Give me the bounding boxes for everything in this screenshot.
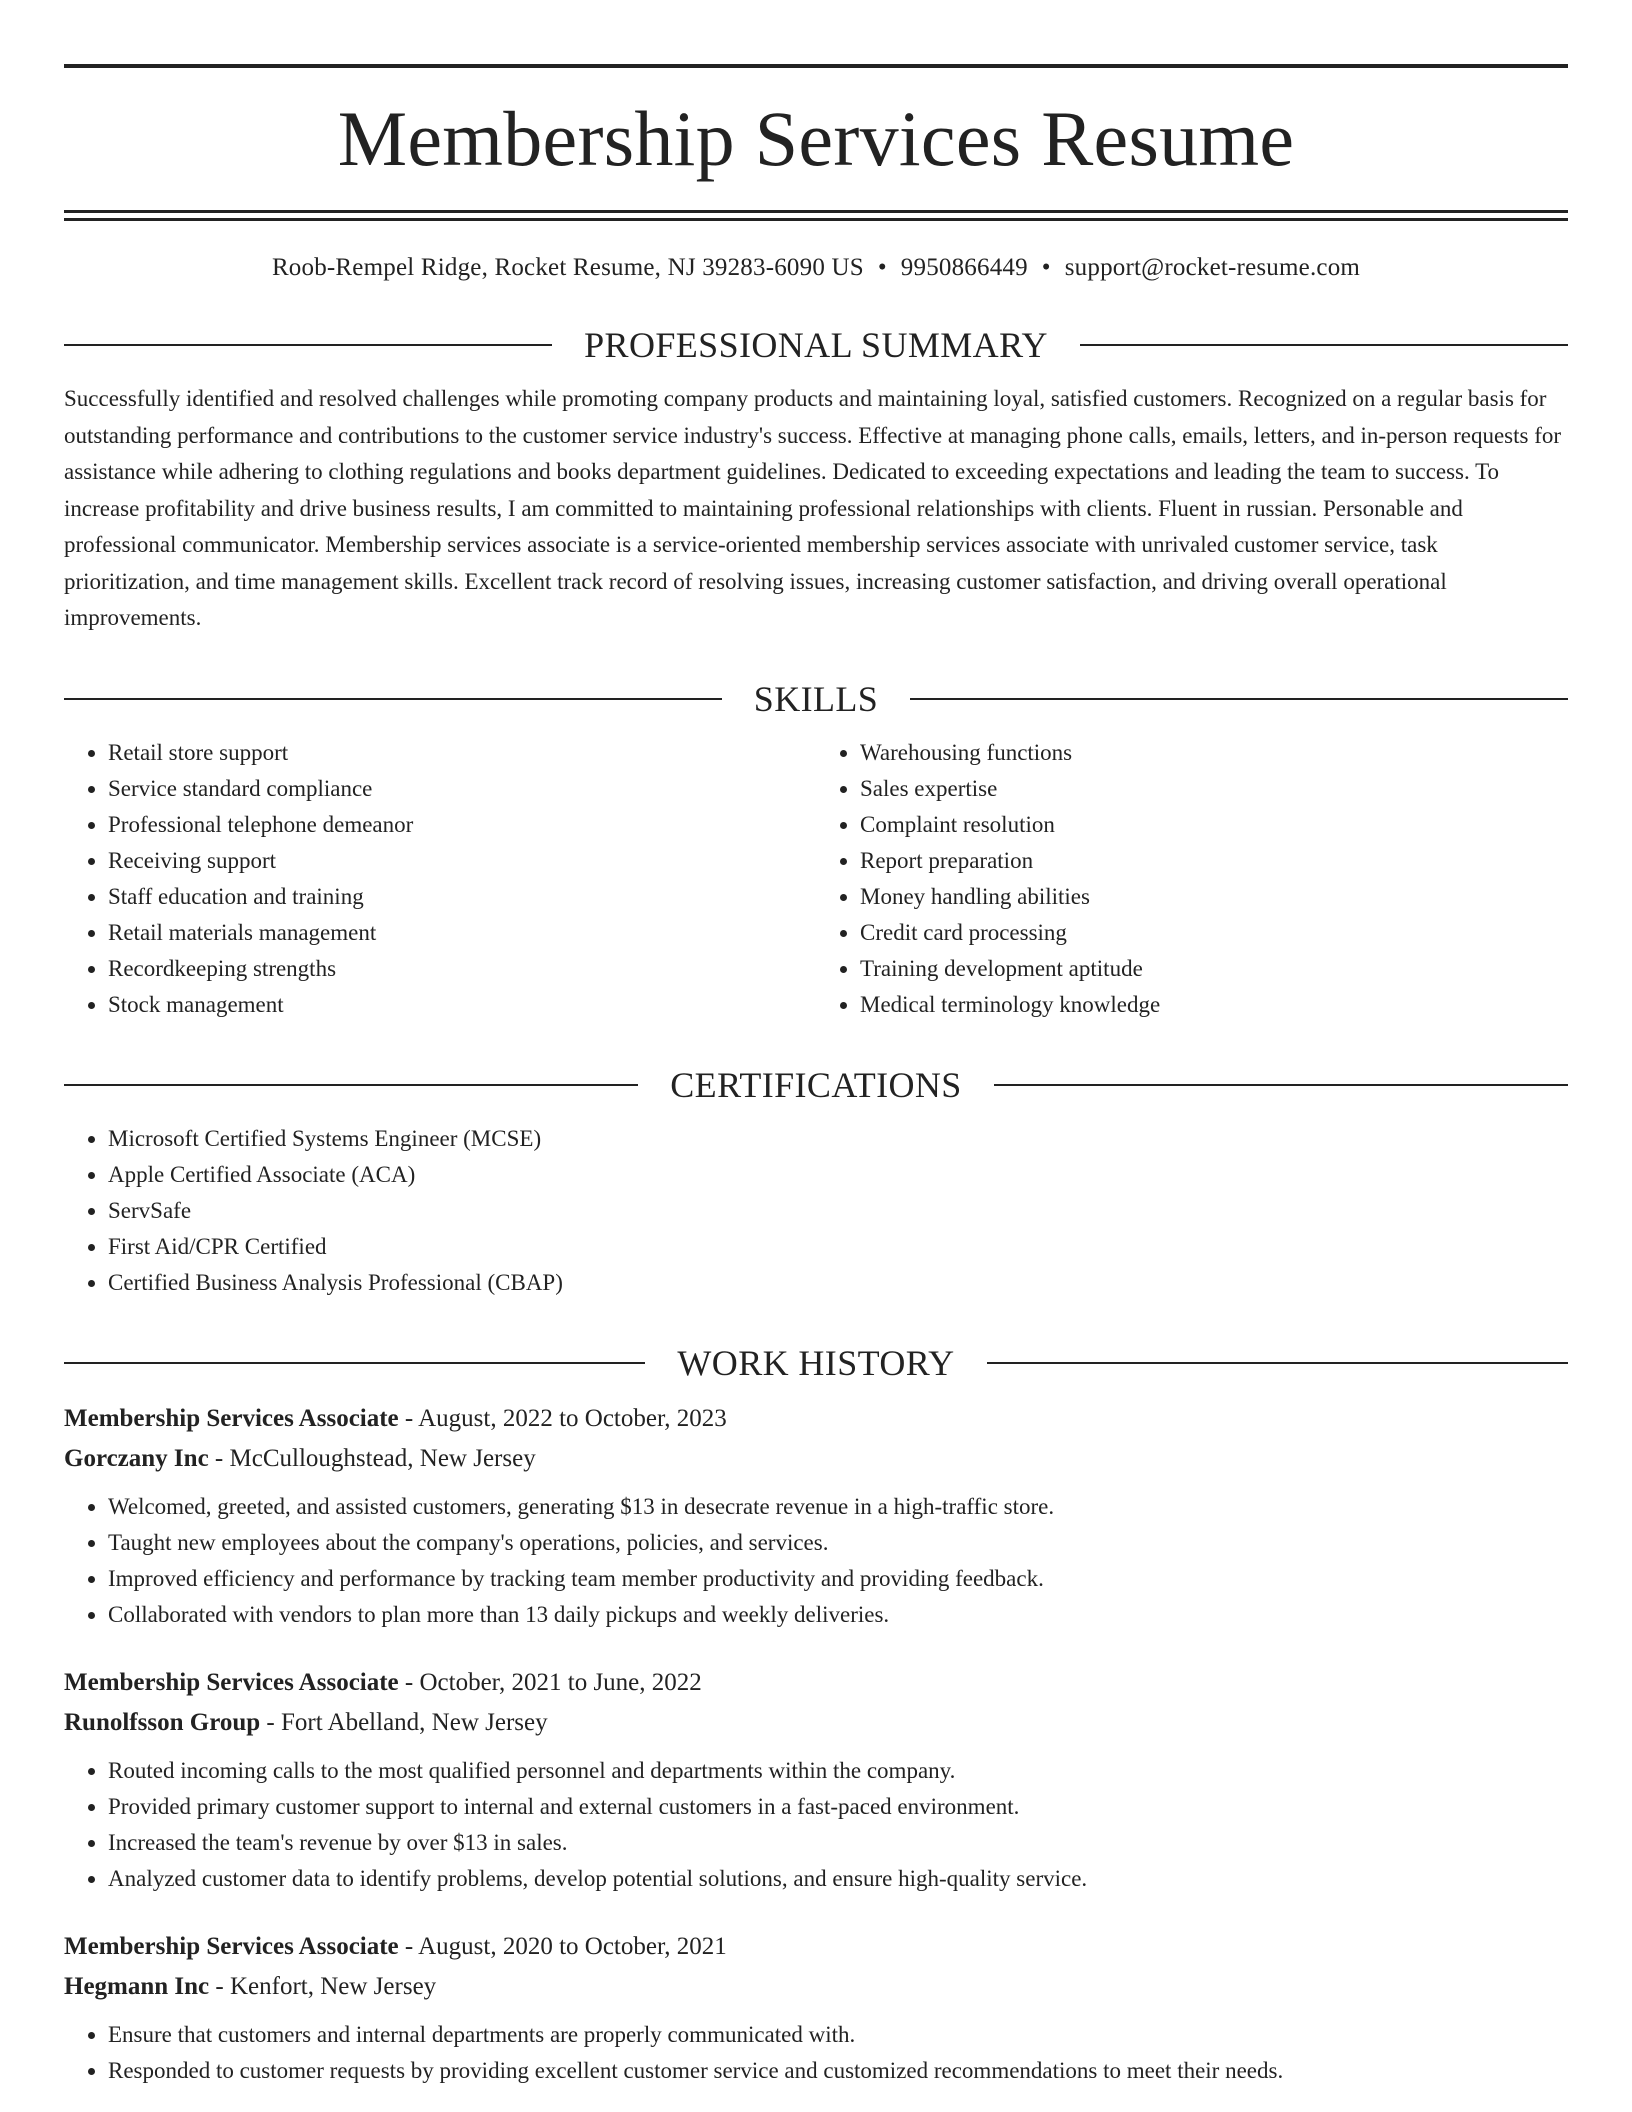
job-dates: August, 2020 to October, 2021 bbox=[418, 1932, 727, 1960]
job-bullet: • Ensure that customers and internal departments are properly communicated with. bbox=[108, 2017, 1568, 2053]
summary-section-header bbox=[64, 327, 1568, 363]
job-title: Membership Services Associate bbox=[64, 1668, 399, 1696]
certification-item: • Certified Business Analysis Professional (CBAP) bbox=[108, 1265, 1568, 1301]
divider bbox=[994, 1084, 1568, 1086]
job-entry bbox=[64, 1663, 1568, 1897]
job-location: Fort Abelland, New Jersey bbox=[280, 1708, 548, 1736]
skills-list-left bbox=[64, 735, 816, 1023]
job-bullet: • Provided primary customer support to internal and external customers in a fast-paced environment. bbox=[108, 1789, 1568, 1825]
skill-item: • Sales expertise bbox=[860, 771, 1568, 807]
skill-item: • Warehousing functions bbox=[860, 735, 1568, 771]
job-entry bbox=[64, 1927, 1568, 2089]
skill-item: • Money handling abilities bbox=[860, 879, 1568, 915]
job-bullet: • Collaborated with vendors to plan more than 13 daily pickups and weekly deliveries. bbox=[108, 1597, 1568, 1633]
skill-item: • Staff education and training bbox=[108, 879, 816, 915]
certification-item: • Apple Certified Associate (ACA) bbox=[108, 1157, 1568, 1193]
skill-item: • Complaint resolution bbox=[860, 807, 1568, 843]
skill-item: • Medical terminology knowledge bbox=[860, 987, 1568, 1023]
summary-text: Successfully identified and resolved challenges while promoting company products and maintaining loyal, satisfied customers. Recognized on a regular basis for outstanding performance and contributions to the customer service industry's success. Effective at managing phone calls, emails, letters, and in-person requests for assistance while adhering to clothing regulations and books department guidelines. Dedicated to exceeding expectations and leading the team to success. To increase profitability and drive business results, I am committed to maintaining professional relationships with clients. Fluent in russian. Personable and professional communicator. Membership services associate is a service-oriented membership services associate with unrivaled customer service, task prioritization, and time management skills. Excellent track record of resolving issues, increasing customer satisfaction, and driving overall operational improvements. bbox=[64, 386, 1562, 630]
job-title: Membership Services Associate bbox=[64, 1932, 399, 1960]
job-bullets bbox=[64, 2017, 1568, 2089]
job-title: Membership Services Associate bbox=[64, 1404, 399, 1432]
divider bbox=[987, 1362, 1568, 1364]
skill-item: • Receiving support bbox=[108, 843, 816, 879]
job-company: Gorczany Inc bbox=[64, 1444, 209, 1472]
skill-item: • Stock management bbox=[108, 987, 816, 1023]
summary-heading: PROFESSIONAL SUMMARY bbox=[584, 325, 1048, 365]
contact-phone: 9950866449 bbox=[900, 254, 1028, 281]
certifications-list bbox=[64, 1121, 1568, 1301]
skill-item: • Recordkeeping strengths bbox=[108, 951, 816, 987]
certifications-section-header bbox=[64, 1064, 1568, 1105]
job-bullet: • Analyzed customer data to identify problems, develop potential solutions, and ensure high-quality service. bbox=[108, 1861, 1568, 1897]
divider bbox=[64, 344, 552, 346]
skills-section-header bbox=[64, 678, 1568, 719]
top-rule bbox=[64, 64, 1568, 68]
divider bbox=[1080, 344, 1568, 346]
job-bullet: • Taught new employees about the company's operations, policies, and services. bbox=[108, 1525, 1568, 1561]
divider bbox=[64, 1084, 638, 1086]
job-dates: August, 2022 to October, 2023 bbox=[418, 1404, 727, 1432]
skill-item: • Professional telephone demeanor bbox=[108, 807, 816, 843]
work-history-heading: WORK HISTORY bbox=[677, 1342, 955, 1383]
job-location: McCulloughstead, New Jersey bbox=[229, 1444, 536, 1472]
certification-item: • Microsoft Certified Systems Engineer (MCSE) bbox=[108, 1121, 1568, 1157]
job-title-line: Membership Services Associate - August, 2022 to October, 2023 bbox=[64, 1404, 727, 1432]
job-title-line: Membership Services Associate - October, 2021 to June, 2022 bbox=[64, 1668, 702, 1696]
divider bbox=[64, 698, 722, 700]
job-bullets bbox=[64, 1753, 1568, 1897]
job-bullets bbox=[64, 1489, 1568, 1633]
job-title-line: Membership Services Associate - August, 2020 to October, 2021 bbox=[64, 1932, 727, 1960]
skill-item: • Training development aptitude bbox=[860, 951, 1568, 987]
contact-separator: • bbox=[877, 254, 887, 281]
job-bullet: • Responded to customer requests by providing excellent customer service and customized recommendations to meet their needs. bbox=[108, 2053, 1568, 2089]
contact-email: support@rocket-resume.com bbox=[1064, 254, 1361, 281]
divider bbox=[910, 698, 1568, 700]
contact-line bbox=[64, 253, 1568, 283]
job-company: Hegmann Inc bbox=[64, 1972, 210, 2000]
title-double-rule bbox=[64, 210, 1568, 221]
skills-list-right bbox=[816, 735, 1568, 1023]
page-title: Membership Services Resume bbox=[337, 95, 1295, 182]
skill-item: • Credit card processing bbox=[860, 915, 1568, 951]
skill-item: • Report preparation bbox=[860, 843, 1568, 879]
certification-item: • ServSafe bbox=[108, 1193, 1568, 1229]
divider bbox=[64, 1362, 645, 1364]
skills-column-right bbox=[816, 735, 1568, 1023]
skills-column-left bbox=[64, 735, 816, 1023]
job-company-line: Runolfsson Group - Fort Abelland, New Jersey bbox=[64, 1708, 548, 1736]
skills-grid bbox=[64, 735, 1568, 1023]
certifications-heading: CERTIFICATIONS bbox=[670, 1064, 962, 1105]
job-company-line: Gorczany Inc - McCulloughstead, New Jersey bbox=[64, 1444, 536, 1472]
job-location: Kenfort, New Jersey bbox=[229, 1972, 437, 2000]
job-bullet: • Routed incoming calls to the most qualified personnel and departments within the company. bbox=[108, 1753, 1568, 1789]
job-bullet: • Improved efficiency and performance by tracking team member productivity and providing feedback. bbox=[108, 1561, 1568, 1597]
work-history-section-header bbox=[64, 1342, 1568, 1383]
skill-item: • Retail store support bbox=[108, 735, 816, 771]
job-company-line: Hegmann Inc - Kenfort, New Jersey bbox=[64, 1972, 437, 2000]
skills-heading: SKILLS bbox=[753, 678, 879, 719]
job-dates: October, 2021 to June, 2022 bbox=[419, 1668, 702, 1696]
job-bullet: • Increased the team's revenue by over $13 in sales. bbox=[108, 1825, 1568, 1861]
job-bullet: • Welcomed, greeted, and assisted customers, generating $13 in desecrate revenue in a high-traffic store. bbox=[108, 1489, 1568, 1525]
certification-item: • First Aid/CPR Certified bbox=[108, 1229, 1568, 1265]
job-entry bbox=[64, 1399, 1568, 1633]
contact-separator: • bbox=[1041, 254, 1051, 281]
skill-item: • Retail materials management bbox=[108, 915, 816, 951]
contact-address: Roob-Rempel Ridge, Rocket Resume, NJ 39283-6090 US bbox=[271, 254, 864, 281]
job-company: Runolfsson Group bbox=[64, 1708, 261, 1736]
skill-item: • Service standard compliance bbox=[108, 771, 816, 807]
